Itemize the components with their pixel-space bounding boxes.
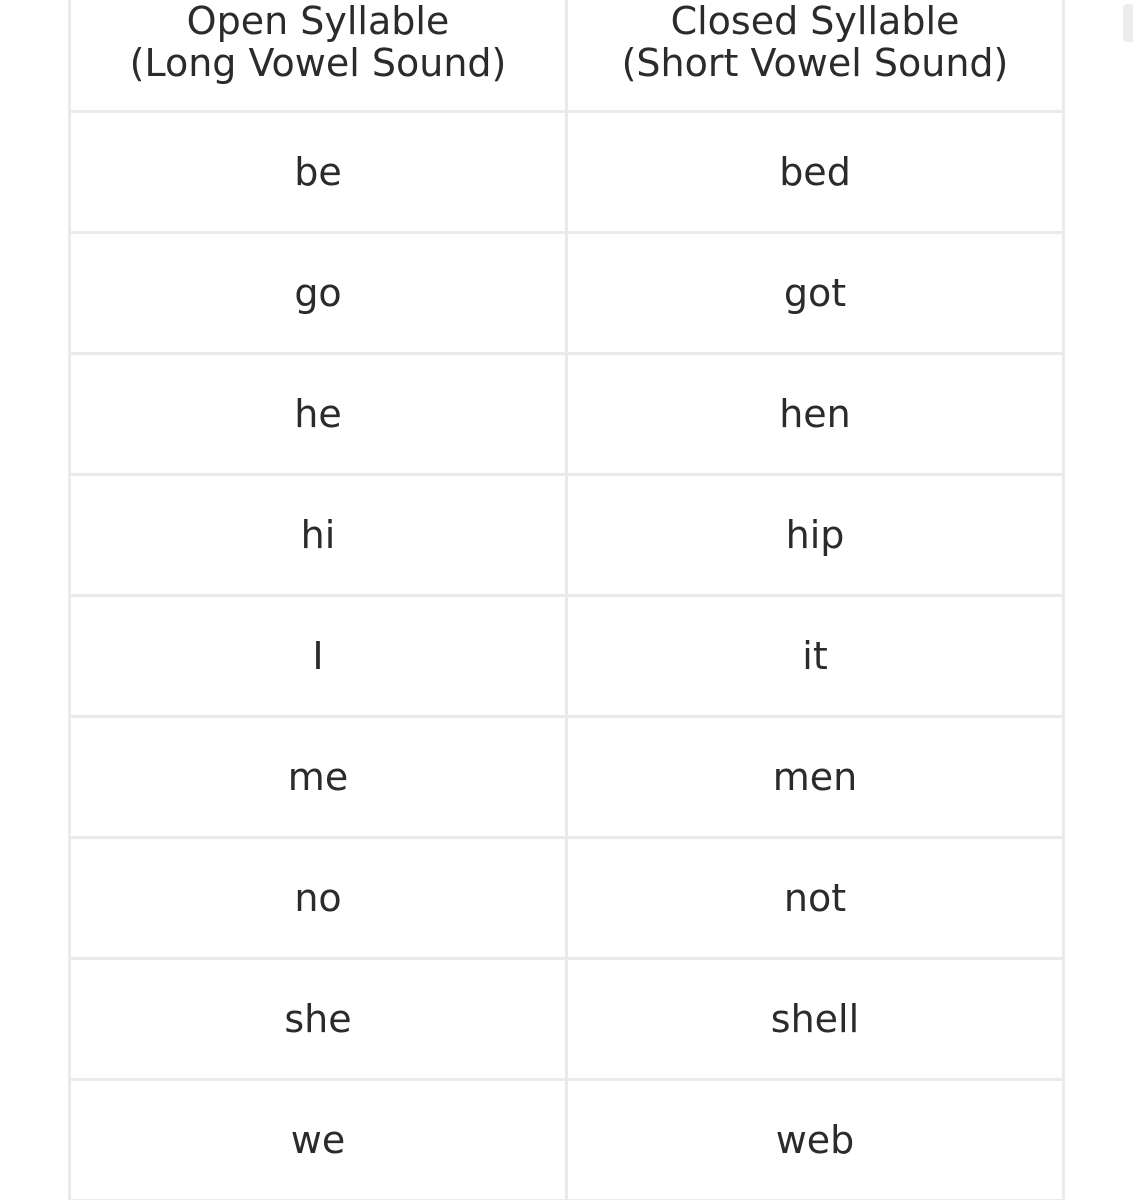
closed-syllable-cell: bed <box>567 112 1064 233</box>
table-row <box>70 112 1064 233</box>
open-syllable-cell: hi <box>70 475 567 596</box>
header-subtitle: (Long Vowel Sound) <box>129 41 507 85</box>
table-row <box>70 717 1064 838</box>
open-syllable-cell: me <box>70 717 567 838</box>
table-row <box>70 475 1064 596</box>
open-syllable-cell: he <box>70 354 567 475</box>
open-syllable-cell: we <box>70 1080 567 1200</box>
table-row <box>70 596 1064 717</box>
table-row <box>70 959 1064 1080</box>
table-row <box>70 354 1064 475</box>
syllable-table-container <box>68 0 1065 1200</box>
header-row <box>70 0 1064 112</box>
table-row <box>70 838 1064 959</box>
scrollbar-thumb[interactable] <box>1123 4 1133 42</box>
header-title: Open Syllable <box>186 0 450 43</box>
open-syllable-cell: go <box>70 233 567 354</box>
open-syllable-cell: I <box>70 596 567 717</box>
closed-syllable-cell: got <box>567 233 1064 354</box>
table-row <box>70 1080 1064 1200</box>
header-open-syllable <box>70 0 567 112</box>
header-subtitle: (Short Vowel Sound) <box>621 41 1009 85</box>
header-closed-syllable <box>567 0 1064 112</box>
closed-syllable-cell: it <box>567 596 1064 717</box>
syllable-table <box>68 0 1065 1200</box>
open-syllable-cell: be <box>70 112 567 233</box>
closed-syllable-cell: hip <box>567 475 1064 596</box>
open-syllable-cell: no <box>70 838 567 959</box>
closed-syllable-cell: not <box>567 838 1064 959</box>
closed-syllable-cell: men <box>567 717 1064 838</box>
closed-syllable-cell: web <box>567 1080 1064 1200</box>
closed-syllable-cell: hen <box>567 354 1064 475</box>
header-title: Closed Syllable <box>670 0 960 43</box>
open-syllable-cell: she <box>70 959 567 1080</box>
closed-syllable-cell: shell <box>567 959 1064 1080</box>
table-row <box>70 233 1064 354</box>
